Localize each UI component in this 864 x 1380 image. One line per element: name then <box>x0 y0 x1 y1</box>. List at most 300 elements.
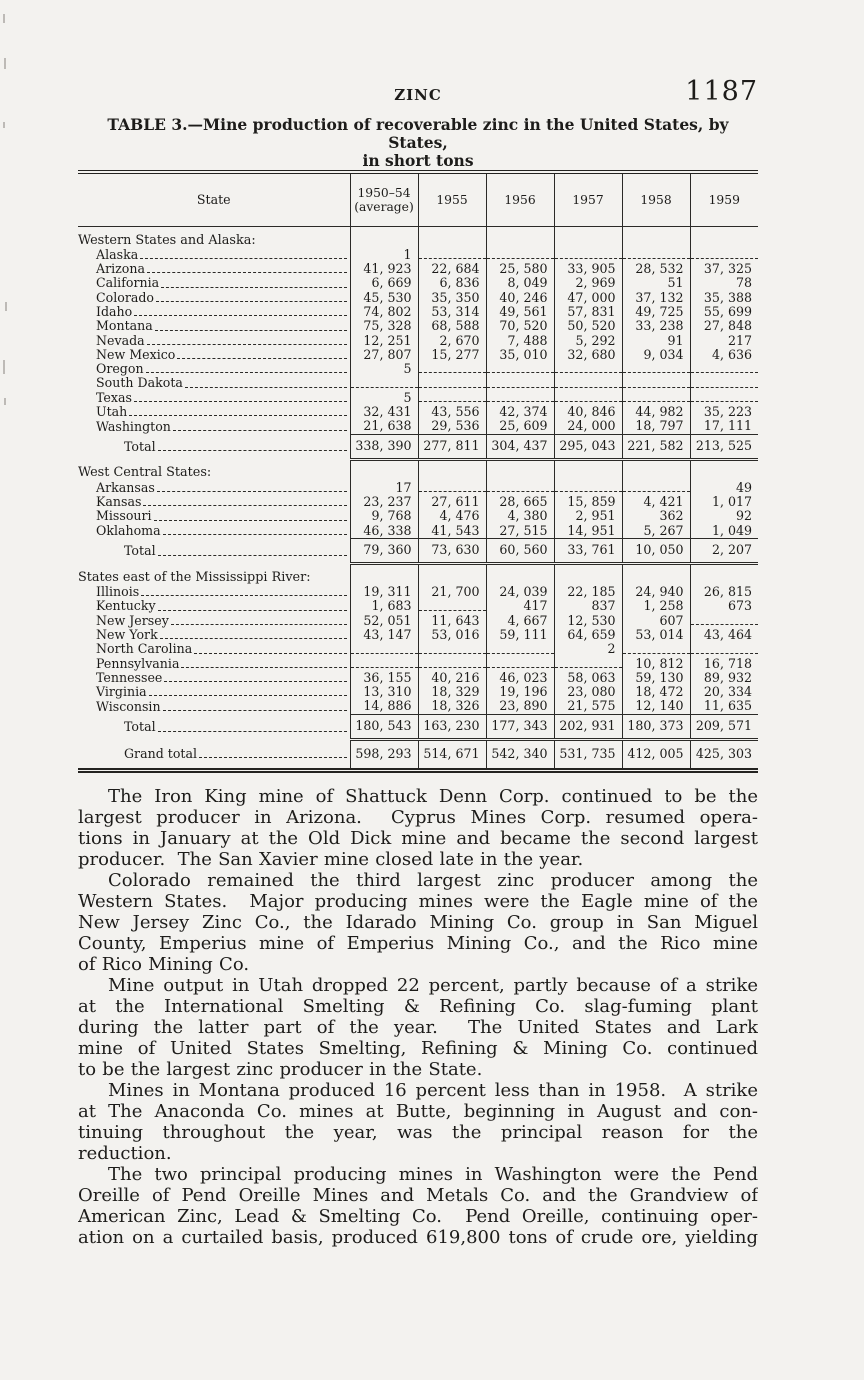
body-text <box>78 786 758 1248</box>
value-cell: 2, 969 <box>554 276 622 290</box>
empty-cell <box>554 376 622 390</box>
value-cell: 33, 238 <box>622 319 690 333</box>
table-row <box>78 509 758 523</box>
empty-cell <box>622 481 690 495</box>
value-cell: 295, 043 <box>554 434 622 459</box>
empty-cell <box>486 391 554 405</box>
value-cell: 43, 556 <box>418 405 486 419</box>
grand-total-row <box>78 740 758 771</box>
value-cell: 177, 343 <box>486 714 554 739</box>
value-cell: 49 <box>690 481 758 495</box>
dot-leader <box>134 401 347 402</box>
state-label: Idaho <box>96 303 133 319</box>
state-label-cell <box>78 334 350 348</box>
value-cell <box>622 564 690 585</box>
value-cell: 44, 982 <box>622 405 690 419</box>
value-cell: 19, 196 <box>486 685 554 699</box>
table-row <box>78 248 758 262</box>
value-cell: 24, 039 <box>486 585 554 599</box>
dash-leader <box>419 258 486 259</box>
value-cell: 25, 580 <box>486 262 554 276</box>
value-cell: 46, 338 <box>350 524 418 539</box>
value-cell: 46, 023 <box>486 671 554 685</box>
col-header-1956: 1956 <box>486 172 554 226</box>
state-label-cell <box>78 481 350 495</box>
value-cell: 304, 437 <box>486 434 554 459</box>
state-label-cell <box>78 362 350 376</box>
dot-leader <box>161 287 346 288</box>
paragraph <box>78 786 758 870</box>
empty-cell <box>418 248 486 262</box>
value-cell <box>554 564 622 585</box>
dash-leader <box>691 401 759 402</box>
value-cell: 27, 515 <box>486 524 554 539</box>
text-line: County, Emperius mine of Emperius Mining Co., and the Rico mine <box>78 933 758 954</box>
empty-cell <box>486 642 554 656</box>
empty-cell <box>418 642 486 656</box>
state-label-cell <box>78 495 350 509</box>
value-cell: 40, 216 <box>418 671 486 685</box>
value-cell: 75, 328 <box>350 319 418 333</box>
value-cell <box>554 226 622 248</box>
dash-leader <box>623 491 690 492</box>
state-label: Wisconsin <box>96 698 161 714</box>
value-cell: 5 <box>350 391 418 405</box>
state-label-cell <box>78 524 350 539</box>
state-label: Pennsylvania <box>96 655 180 671</box>
table-row <box>78 262 758 276</box>
state-label-cell <box>78 459 350 480</box>
value-cell: 217 <box>690 334 758 348</box>
value-cell: 180, 373 <box>622 714 690 739</box>
value-cell: 7, 488 <box>486 334 554 348</box>
text-line: tions in January at the Old Dick mine and became the second largest <box>78 828 758 849</box>
value-cell: 29, 536 <box>418 419 486 434</box>
table-row <box>78 276 758 290</box>
value-cell <box>486 226 554 248</box>
value-cell: 32, 680 <box>554 348 622 362</box>
text-line: Oreille of Pend Oreille Mines and Metals Co. and the Grandview of <box>78 1185 758 1206</box>
empty-cell <box>350 657 418 671</box>
value-cell: 2 <box>554 642 622 656</box>
value-cell: 14, 886 <box>350 699 418 714</box>
dot-leader <box>140 258 346 259</box>
state-label-cell <box>78 226 350 248</box>
value-cell: 6, 836 <box>418 276 486 290</box>
dash-leader <box>623 653 690 654</box>
paragraph <box>78 870 758 975</box>
value-cell: 25, 609 <box>486 419 554 434</box>
running-head-title: ZINC <box>394 86 442 104</box>
state-label: South Dakota <box>96 375 183 391</box>
value-cell <box>418 226 486 248</box>
page-number: 1187 <box>685 76 758 107</box>
empty-cell <box>418 391 486 405</box>
value-cell: 35, 010 <box>486 348 554 362</box>
text-line: Colorado remained the third largest zinc producer among the <box>108 870 758 891</box>
dot-leader <box>146 372 347 373</box>
value-cell: 598, 293 <box>350 740 418 771</box>
dash-leader <box>555 387 622 388</box>
empty-cell <box>418 657 486 671</box>
value-cell: 52, 051 <box>350 614 418 628</box>
dash-leader <box>487 387 554 388</box>
value-cell: 21, 700 <box>418 585 486 599</box>
value-cell: 14, 951 <box>554 524 622 539</box>
value-cell: 607 <box>622 614 690 628</box>
dot-leader <box>163 710 347 711</box>
scan-artifact <box>5 302 7 311</box>
dash-leader <box>351 387 418 388</box>
value-cell <box>622 226 690 248</box>
value-cell <box>486 564 554 585</box>
value-cell: 18, 329 <box>418 685 486 699</box>
value-cell: 37, 325 <box>690 262 758 276</box>
table-row <box>78 319 758 333</box>
state-label: Alaska <box>96 246 139 262</box>
production-table <box>78 170 758 773</box>
value-cell: 17 <box>350 481 418 495</box>
running-head <box>78 76 758 110</box>
table-title-line2: in short tons <box>362 151 474 170</box>
dash-leader <box>487 372 554 373</box>
dash-leader <box>623 258 690 259</box>
state-label: New Mexico <box>96 346 176 362</box>
value-cell: 11, 635 <box>690 699 758 714</box>
state-label-cell <box>78 585 350 599</box>
value-cell: 24, 940 <box>622 585 690 599</box>
table-row <box>78 699 758 714</box>
table-row <box>78 628 758 642</box>
value-cell <box>350 226 418 248</box>
dot-leader <box>171 624 347 625</box>
value-cell: 180, 543 <box>350 714 418 739</box>
value-cell: 12, 140 <box>622 699 690 714</box>
col-header-state: State <box>78 172 350 226</box>
dash-leader <box>419 491 486 492</box>
value-cell: 40, 846 <box>554 405 622 419</box>
scan-artifact <box>3 360 5 374</box>
dot-leader <box>156 301 346 302</box>
value-cell: 79, 360 <box>350 538 418 563</box>
value-cell: 91 <box>622 334 690 348</box>
value-cell: 35, 350 <box>418 291 486 305</box>
text-line: reduction. <box>78 1143 172 1164</box>
value-cell: 60, 560 <box>486 538 554 563</box>
state-label-cell <box>78 262 350 276</box>
empty-cell <box>690 614 758 628</box>
dash-leader <box>487 491 554 492</box>
col-header-1957: 1957 <box>554 172 622 226</box>
value-cell: 18, 797 <box>622 419 690 434</box>
value-cell: 15, 859 <box>554 495 622 509</box>
dot-leader <box>129 415 346 416</box>
empty-cell <box>690 362 758 376</box>
state-label: Kansas <box>96 494 142 510</box>
empty-cell <box>554 248 622 262</box>
value-cell: 277, 811 <box>418 434 486 459</box>
table-row <box>78 585 758 599</box>
table-row <box>78 334 758 348</box>
value-cell: 55, 699 <box>690 305 758 319</box>
empty-cell <box>690 248 758 262</box>
value-cell: 43, 147 <box>350 628 418 642</box>
text-line: American Zinc, Lead & Smelting Co. Pend Oreille, continuing oper- <box>78 1206 758 1227</box>
value-cell: 49, 725 <box>622 305 690 319</box>
value-cell: 6, 669 <box>350 276 418 290</box>
state-label-cell <box>78 291 350 305</box>
state-label: Missouri <box>96 508 152 524</box>
dash-leader <box>487 401 554 402</box>
value-cell: 17, 111 <box>690 419 758 434</box>
state-label: Total <box>124 543 156 559</box>
value-cell: 49, 561 <box>486 305 554 319</box>
state-label-cell <box>78 391 350 405</box>
table-container <box>78 170 758 773</box>
table-row <box>78 599 758 613</box>
text-line: Western States. Major producing mines were the Eagle mine of the <box>78 891 758 912</box>
col-header-1958: 1958 <box>622 172 690 226</box>
dash-leader <box>419 610 486 611</box>
value-cell: 22, 684 <box>418 262 486 276</box>
value-cell: 1, 017 <box>690 495 758 509</box>
dot-leader <box>158 610 347 611</box>
col-header-1955: 1955 <box>418 172 486 226</box>
value-cell: 41, 543 <box>418 524 486 539</box>
value-cell: 673 <box>690 599 758 613</box>
dot-leader <box>158 731 347 732</box>
state-label: States east of the Mississippi River: <box>78 569 311 585</box>
value-cell <box>350 459 418 480</box>
col-header-1950-54: 1950–54 (average) <box>350 172 418 226</box>
text-line: at The Anaconda Co. mines at Butte, beginning in August and con- <box>78 1101 758 1122</box>
value-cell: 9, 768 <box>350 509 418 523</box>
value-cell: 8, 049 <box>486 276 554 290</box>
value-cell: 1, 049 <box>690 524 758 539</box>
dash-leader <box>555 258 622 259</box>
value-cell: 58, 063 <box>554 671 622 685</box>
state-label-cell <box>78 405 350 419</box>
value-cell: 70, 520 <box>486 319 554 333</box>
value-cell: 213, 525 <box>690 434 758 459</box>
text-line: at the International Smelting & Refining Co. slag-fuming plant <box>78 996 758 1017</box>
section-total-row <box>78 714 758 739</box>
value-cell: 40, 246 <box>486 291 554 305</box>
state-label: Washington <box>96 418 171 434</box>
value-cell: 4, 380 <box>486 509 554 523</box>
value-cell: 51 <box>622 276 690 290</box>
dash-leader <box>487 667 554 668</box>
value-cell: 2, 207 <box>690 538 758 563</box>
value-cell: 78 <box>690 276 758 290</box>
empty-cell <box>486 362 554 376</box>
value-cell: 59, 130 <box>622 671 690 685</box>
table-body <box>78 226 758 771</box>
state-label: North Carolina <box>96 641 193 657</box>
state-label-cell <box>78 419 350 434</box>
value-cell: 43, 464 <box>690 628 758 642</box>
text-line: ation on a curtailed basis, produced 619,800 tons of crude ore, yielding <box>78 1227 758 1248</box>
empty-cell <box>554 362 622 376</box>
value-cell <box>690 459 758 480</box>
value-cell: 1, 258 <box>622 599 690 613</box>
value-cell: 33, 761 <box>554 538 622 563</box>
value-cell: 33, 905 <box>554 262 622 276</box>
table-row <box>78 362 758 376</box>
empty-cell <box>554 481 622 495</box>
dot-leader <box>147 272 347 273</box>
value-cell: 338, 390 <box>350 434 418 459</box>
value-cell: 64, 659 <box>554 628 622 642</box>
value-cell: 22, 185 <box>554 585 622 599</box>
value-cell: 23, 890 <box>486 699 554 714</box>
state-label: Virginia <box>96 684 147 700</box>
dash-leader <box>555 401 622 402</box>
empty-cell <box>486 481 554 495</box>
state-label-cell <box>78 685 350 699</box>
dash-leader <box>691 387 759 388</box>
dot-leader <box>134 315 346 316</box>
state-label: Arkansas <box>96 479 155 495</box>
table-row <box>78 305 758 319</box>
state-label: Nevada <box>96 332 145 348</box>
value-cell: 531, 735 <box>554 740 622 771</box>
dash-leader <box>419 387 486 388</box>
empty-cell <box>418 362 486 376</box>
value-cell: 362 <box>622 509 690 523</box>
table-row <box>78 495 758 509</box>
scan-artifact <box>4 398 6 405</box>
state-label: Grand total <box>124 746 198 761</box>
state-label-cell <box>78 699 350 714</box>
value-cell: 4, 667 <box>486 614 554 628</box>
empty-cell <box>554 657 622 671</box>
dot-leader <box>185 387 347 388</box>
dot-leader <box>147 344 347 345</box>
section-heading-row <box>78 459 758 480</box>
dash-leader <box>691 624 759 625</box>
value-cell: 73, 630 <box>418 538 486 563</box>
table-header-row <box>78 172 758 226</box>
empty-cell <box>418 481 486 495</box>
dot-leader <box>173 430 347 431</box>
state-label: California <box>96 275 160 291</box>
value-cell: 10, 050 <box>622 538 690 563</box>
table-row <box>78 391 758 405</box>
state-label-cell <box>78 276 350 290</box>
scan-artifact <box>4 58 6 69</box>
value-cell: 1 <box>350 248 418 262</box>
table-row <box>78 291 758 305</box>
value-cell: 417 <box>486 599 554 613</box>
value-cell: 59, 111 <box>486 628 554 642</box>
state-label-cell <box>78 509 350 523</box>
table-row <box>78 348 758 362</box>
value-cell <box>418 459 486 480</box>
value-cell: 837 <box>554 599 622 613</box>
text-line: mine of United States Smelting, Refining & Mining Co. continued <box>78 1038 758 1059</box>
section-total-row <box>78 434 758 459</box>
value-cell: 13, 310 <box>350 685 418 699</box>
dot-leader <box>149 695 347 696</box>
empty-cell <box>690 376 758 390</box>
value-cell: 28, 665 <box>486 495 554 509</box>
dot-leader <box>194 653 346 654</box>
value-cell <box>554 459 622 480</box>
value-cell: 23, 237 <box>350 495 418 509</box>
section-total-row <box>78 538 758 563</box>
table-row <box>78 671 758 685</box>
value-cell: 23, 080 <box>554 685 622 699</box>
table-row <box>78 524 758 539</box>
empty-cell <box>486 248 554 262</box>
paragraph <box>78 1164 758 1248</box>
state-label: Texas <box>96 389 132 405</box>
empty-cell <box>622 391 690 405</box>
dash-leader <box>419 653 486 654</box>
value-cell: 47, 000 <box>554 291 622 305</box>
value-cell: 27, 611 <box>418 495 486 509</box>
value-cell: 45, 530 <box>350 291 418 305</box>
empty-cell <box>418 376 486 390</box>
value-cell: 10, 812 <box>622 657 690 671</box>
value-cell: 21, 638 <box>350 419 418 434</box>
state-label: Arizona <box>96 261 145 277</box>
state-label-cell <box>78 740 350 771</box>
state-label-cell <box>78 348 350 362</box>
value-cell: 16, 718 <box>690 657 758 671</box>
empty-cell <box>622 642 690 656</box>
state-label-cell <box>78 657 350 671</box>
state-label: New Jersey <box>96 612 169 628</box>
value-cell: 18, 326 <box>418 699 486 714</box>
state-label: New York <box>96 626 158 642</box>
value-cell: 53, 314 <box>418 305 486 319</box>
dash-leader <box>555 372 622 373</box>
dot-leader <box>154 520 347 521</box>
value-cell: 4, 636 <box>690 348 758 362</box>
dash-leader <box>487 258 554 259</box>
text-line: Mines in Montana produced 16 percent less than in 1958. A strike <box>108 1080 758 1101</box>
dot-leader <box>143 505 346 506</box>
value-cell: 35, 223 <box>690 405 758 419</box>
empty-cell <box>350 642 418 656</box>
value-cell: 202, 931 <box>554 714 622 739</box>
value-cell: 89, 932 <box>690 671 758 685</box>
value-cell <box>486 459 554 480</box>
state-label: Kentucky <box>96 598 156 614</box>
dot-leader <box>164 681 346 682</box>
dot-leader <box>157 491 347 492</box>
value-cell: 19, 311 <box>350 585 418 599</box>
value-cell <box>690 564 758 585</box>
dot-leader <box>160 638 347 639</box>
dot-leader <box>155 330 347 331</box>
dash-leader <box>419 401 486 402</box>
text-line: during the latter part of the year. The United States and Lark <box>78 1017 758 1038</box>
value-cell: 425, 303 <box>690 740 758 771</box>
state-label-cell <box>78 714 350 739</box>
value-cell: 53, 016 <box>418 628 486 642</box>
value-cell: 41, 923 <box>350 262 418 276</box>
value-cell: 68, 588 <box>418 319 486 333</box>
text-line: New Jersey Zinc Co., the Idarado Mining Co. group in San Miguel <box>78 912 758 933</box>
scan-artifact <box>3 122 5 128</box>
text-line: tinuing throughout the year, was the principal reason for the <box>78 1122 758 1143</box>
value-cell: 209, 571 <box>690 714 758 739</box>
state-label: Total <box>124 439 156 455</box>
text-line: producer. The San Xavier mine closed late in the year. <box>78 849 584 870</box>
